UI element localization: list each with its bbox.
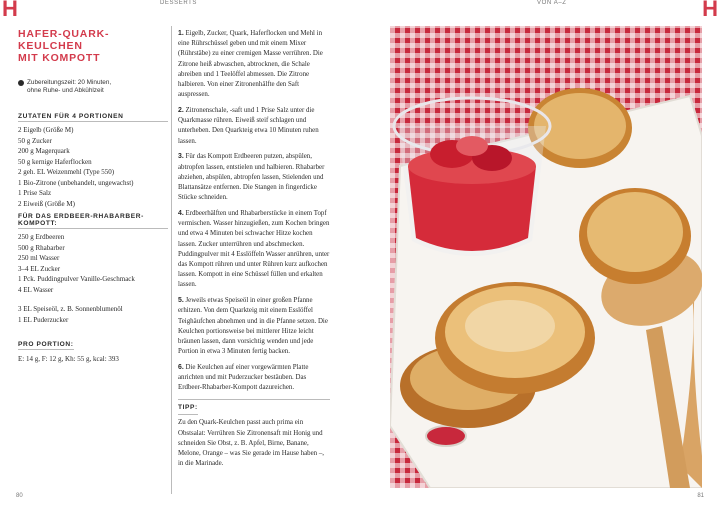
step-1: 1. Eigelb, Zucker, Quark, Haferflocken und Mehl in eine Rührschüssel geben und mit einem Mixer (Rührstäbe) zu einer cremigen Masse verrühren. Die Zitrone heiß abwaschen, abtrocknen, die Schale abreiben und 1 Teelöffel abmessen. Die Zitrone halbieren. Von einer Zitronenhälfte den Saft auspressen. bbox=[178, 30, 323, 99]
step-4: 4. Erdbeerhälften und Rhabarberstücke in einem Topf vermischen. Wasser hinzugießen, zum Kochen bringen und etwa 4 Minuten bei schwacher Hitze kochen lassen. Zucker unterrühren und abschmecken. Puddingpulver mit 4 Esslöffeln Wasser anrühren, unter das Kompott rühren und unter Rühren kurz aufkochen lassen. Kompott in eine Schüssel füllen und erkalten lassen. bbox=[178, 210, 330, 289]
compote-item: 1 Pck. Puddingpulver Vanille-Geschmack bbox=[18, 275, 135, 283]
ingredient-column bbox=[18, 28, 168, 364]
prep-time-line2: ohne Ruhe- und Abkühlzeit bbox=[27, 87, 104, 94]
ingredient-item: 200 g Magerquark bbox=[18, 147, 70, 155]
ingredient-item: 2 Eiweiß (Größe M) bbox=[18, 199, 75, 208]
running-head-left: DESSERTS bbox=[160, 0, 198, 6]
recipe-title-line2: MIT KOMPOTT bbox=[18, 52, 101, 64]
extra-item: 3 EL Speiseöl, z. B. Sonnenblumenöl bbox=[18, 305, 123, 313]
page-number-left: 80 bbox=[16, 493, 23, 499]
ingredients-heading: ZUTATEN FÜR 4 PORTIONEN bbox=[18, 113, 168, 122]
recipe-title bbox=[18, 28, 168, 64]
ingredients-list bbox=[18, 125, 168, 209]
food-photo-illustration bbox=[390, 26, 702, 488]
compote-item: 4 EL Wasser bbox=[18, 285, 54, 294]
compote-item: 3–4 EL Zucker bbox=[18, 264, 61, 273]
step-2: 2. Zitronenschale, -saft und 1 Prise Salz unter die Quarkmasse rühren. Eiweiß steif schlagen und unterheben. Den Quarkteig etwa 10 Minuten ruhen lassen. bbox=[178, 107, 319, 145]
ingredient-item: 50 g Zucker bbox=[18, 136, 52, 145]
column-divider bbox=[171, 26, 172, 494]
ingredient-item: 50 g kernige Haferflocken bbox=[18, 157, 92, 166]
steps-column bbox=[178, 29, 330, 475]
ingredient-item: 1 Bio-Zitrone (unbehandelt, ungewachst) bbox=[18, 178, 134, 187]
step-6: 6. Die Keulchen auf einer vorgewärmten Platte anrichten und mit Puderzucker bestäuben. Das Erdbeer-Rhabarber-Kompott dazureichen. bbox=[178, 364, 309, 392]
portion-heading: PRO PORTION: bbox=[18, 341, 74, 348]
compote-item: 250 g Erdbeeren bbox=[18, 233, 65, 241]
tip-text: Zu den Quark-Keulchen passt auch prima ein Obstsalat: Verrühren Sie Zitronensaft mit Honig und schneiden Sie Obst, z. B. Apfel, Birne, Banane, Melone, Orange – was Sie gerade im Hause haben –, in die Marinade. bbox=[178, 419, 324, 468]
step-3: 3. Für das Kompott Erdbeeren putzen, abspülen, abtropfen lassen, entstielen und halbieren. Rhabarber abziehen, abspülen, abtropfen lassen, Stielenden und Blattansätze entfernen. Die Stangen in fingerdicke Stücke schneiden. bbox=[178, 153, 325, 202]
compote-item: 250 ml Wasser bbox=[18, 254, 60, 262]
step-5: 5. Jeweils etwas Speiseöl in einer großen Pfanne erhitzen. Von dem Quarkteig mit einem Esslöffel Teighäufchen abnehmen und in die Pfanne setzen. Die Keulchen portionsweise bei mittlerer Hitze leicht bräunen lassen, dann vorsichtig wenden und jede Portion in etwa 3 Minuten fertig backen. bbox=[178, 297, 328, 356]
prep-time-line1: Zubereitungszeit: 20 Minuten, bbox=[27, 79, 112, 86]
clock-icon bbox=[18, 80, 24, 86]
ingredient-item: 2 Eigelb (Größe M) bbox=[18, 126, 74, 134]
section-letter-left: H bbox=[2, 0, 18, 21]
compote-item: 500 g Rhabarber bbox=[18, 243, 65, 252]
recipe-title-line1: HAFER-QUARK-KEULCHEN bbox=[18, 28, 110, 52]
page-number-right: 81 bbox=[697, 493, 704, 499]
extra-item: 1 EL Puderzucker bbox=[18, 315, 69, 324]
compote-heading: FÜR DAS ERDBEER-RHABARBER-KOMPOTT: bbox=[18, 213, 168, 229]
food-photo bbox=[390, 26, 702, 488]
section-letter-right: H bbox=[702, 0, 718, 21]
tip-box bbox=[178, 399, 330, 469]
compote-list bbox=[18, 232, 168, 295]
ingredient-item: 1 Prise Salz bbox=[18, 189, 52, 197]
prep-time bbox=[18, 79, 168, 95]
tip-heading: TIPP: bbox=[178, 403, 198, 415]
running-head-right: VON A–Z bbox=[537, 0, 567, 6]
extra-list bbox=[18, 304, 168, 325]
portion-values: E: 14 g, F: 12 g, Kh: 55 g, kcal: 393 bbox=[18, 355, 119, 363]
ingredient-item: 2 geh. EL Weizenmehl (Type 550) bbox=[18, 168, 115, 176]
